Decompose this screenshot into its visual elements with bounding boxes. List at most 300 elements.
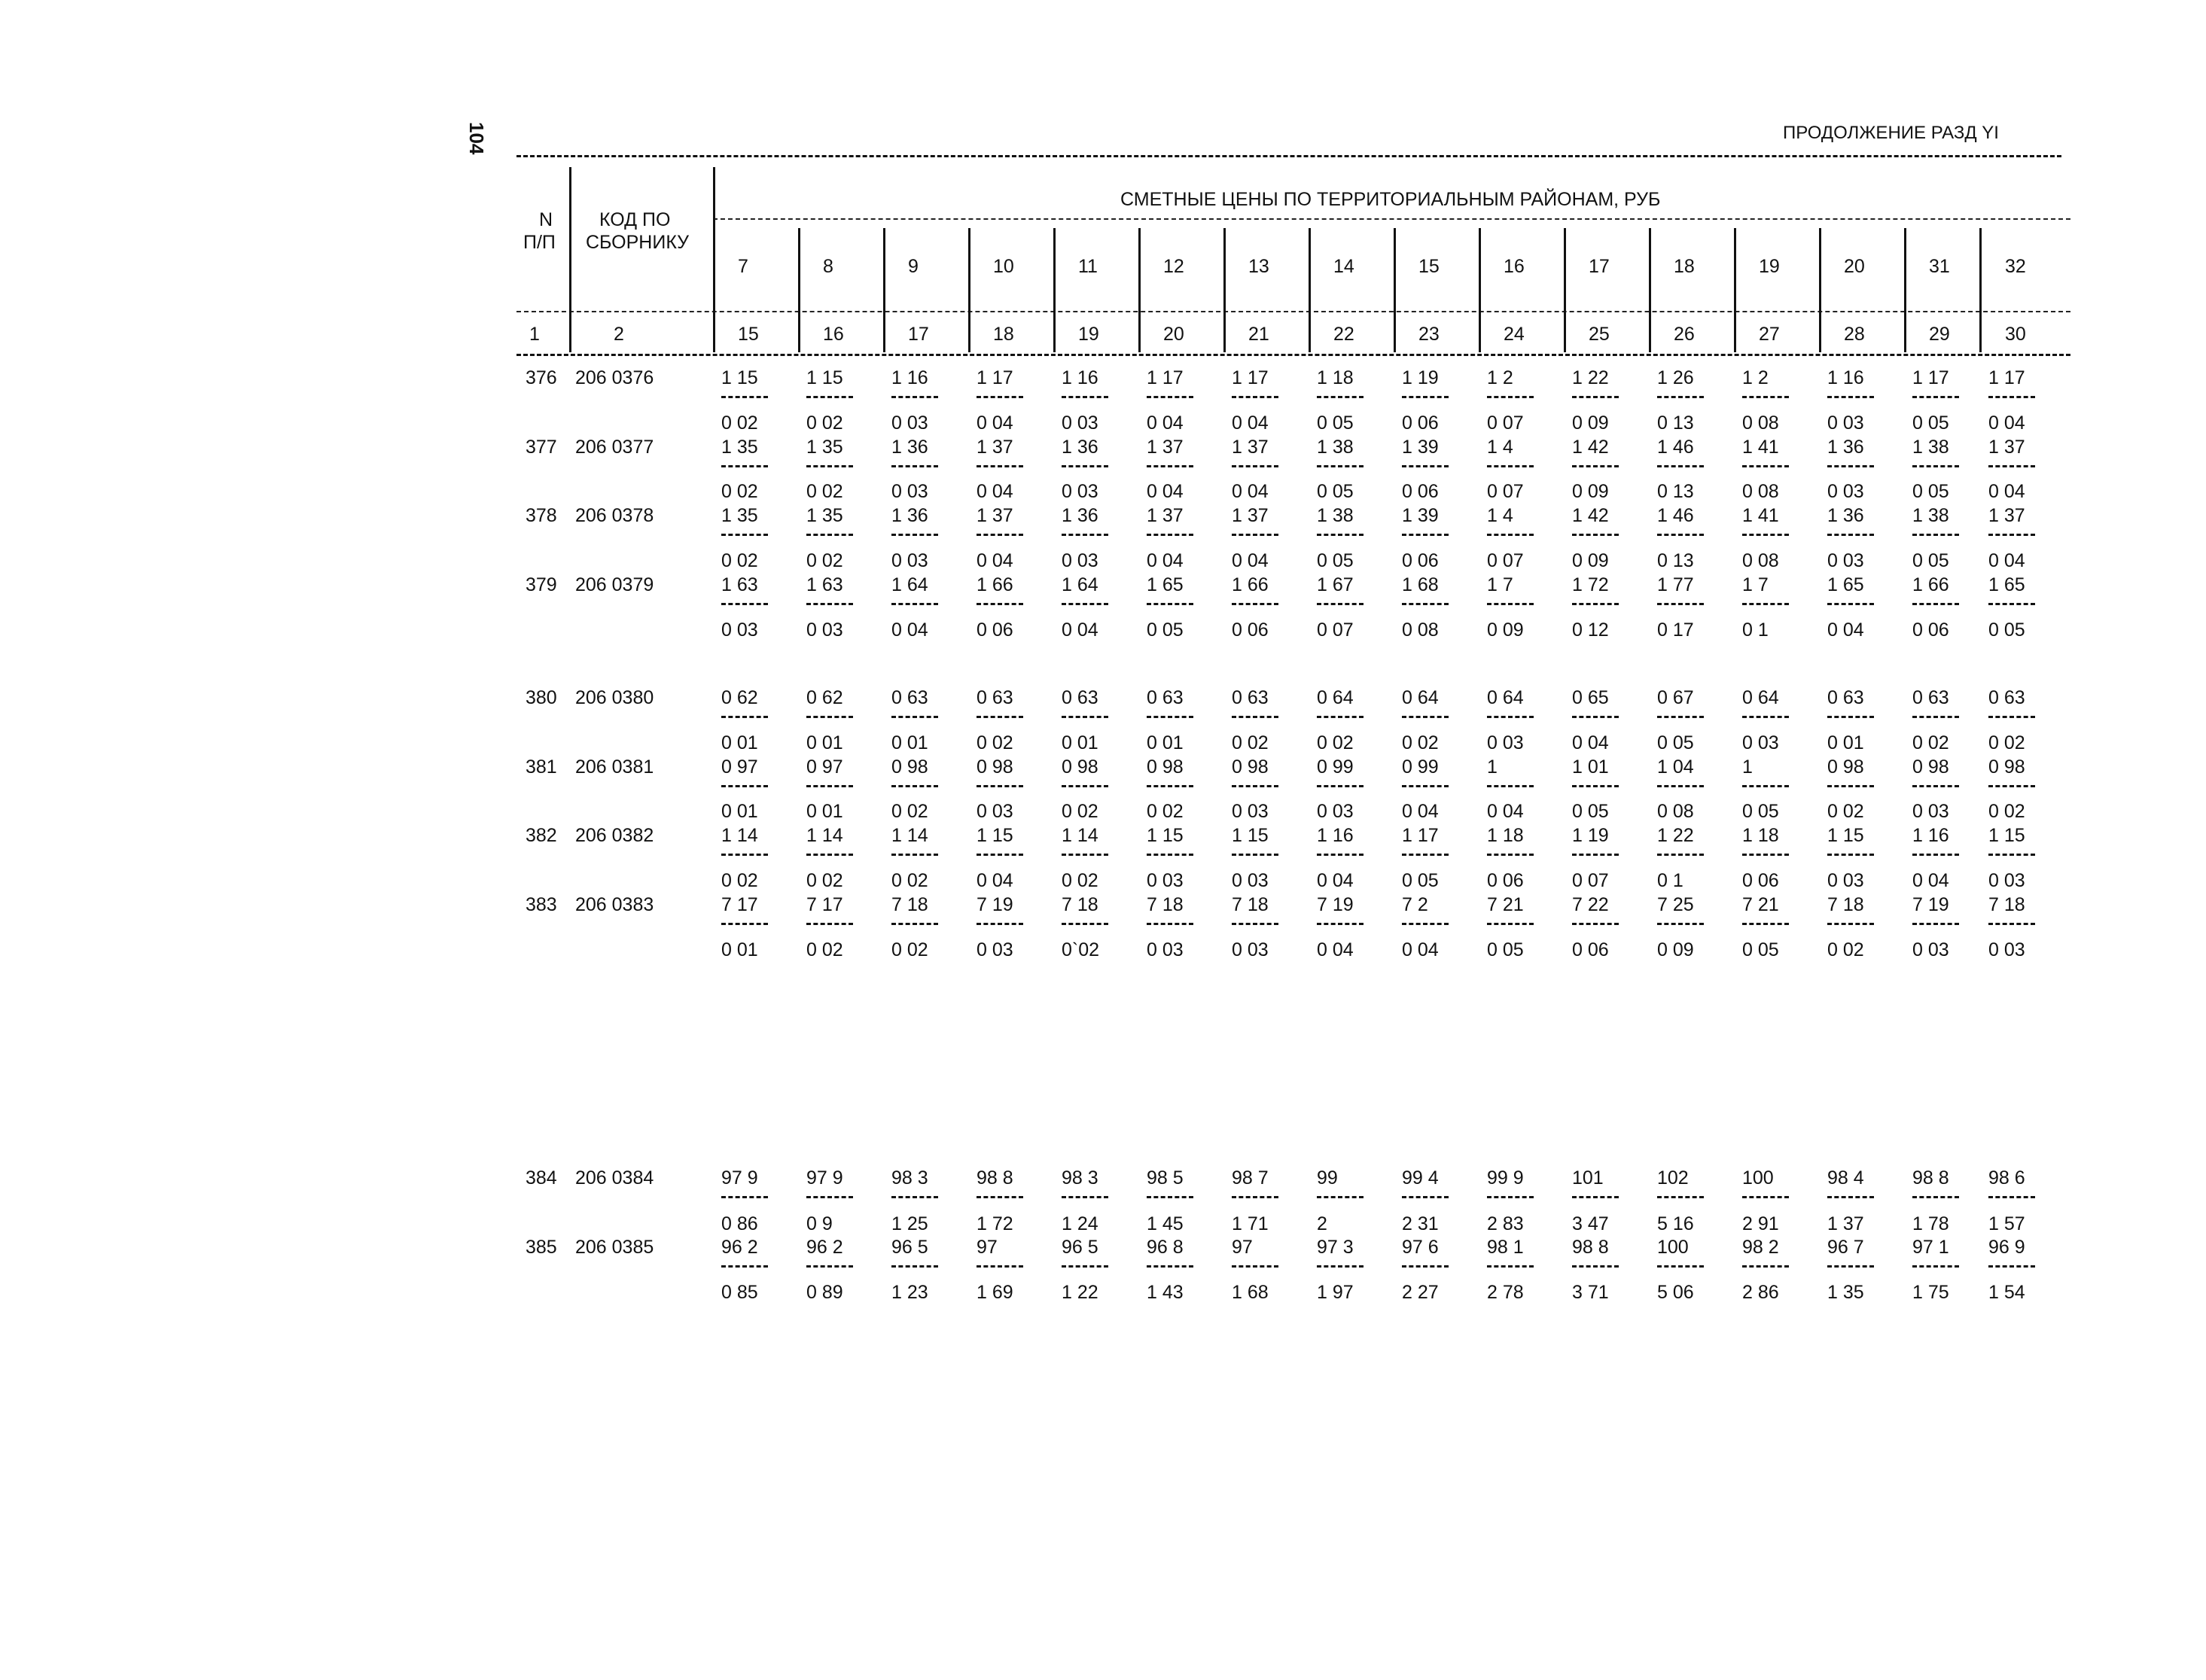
fraction-line — [1487, 854, 1534, 856]
vrule-region — [1479, 228, 1481, 352]
fraction-line — [977, 1265, 1023, 1268]
fraction-value: 0 04 — [891, 619, 928, 641]
vrule-region — [968, 228, 970, 352]
vrule-region — [1734, 228, 1736, 352]
fraction-line — [1402, 534, 1449, 536]
row-number: 378 — [526, 505, 557, 526]
fraction-line — [806, 396, 853, 398]
price-value: 1 65 — [1827, 574, 1864, 595]
fraction-line — [1062, 716, 1108, 718]
price-value: 1 01 — [1572, 756, 1609, 778]
price-value: 0 97 — [806, 756, 843, 778]
fraction-line — [721, 923, 768, 925]
price-value: 96 2 — [721, 1237, 758, 1258]
price-value: 99 9 — [1487, 1167, 1524, 1188]
fraction-value: 0 04 — [1402, 801, 1439, 822]
price-value: 7 22 — [1572, 894, 1609, 915]
fraction-value: 0 06 — [1402, 481, 1439, 502]
fraction-line — [806, 603, 853, 605]
price-value: 101 — [1572, 1167, 1604, 1188]
col-index-code: 2 — [614, 324, 624, 345]
fraction-line — [721, 785, 768, 787]
price-value: 1 35 — [721, 505, 758, 526]
price-value: 1 17 — [977, 367, 1013, 388]
fraction-value: 0 04 — [977, 550, 1013, 571]
fraction-line — [1147, 465, 1193, 467]
price-value: 1 38 — [1912, 505, 1949, 526]
price-value: 7 18 — [1988, 894, 2025, 915]
row-code: 206 0382 — [575, 825, 654, 846]
price-value: 1 — [1487, 756, 1498, 778]
price-value: 7 21 — [1487, 894, 1524, 915]
price-value: 97 6 — [1402, 1237, 1439, 1258]
price-value: 97 9 — [806, 1167, 843, 1188]
price-value: 1 16 — [1062, 367, 1098, 388]
fraction-value: 0 02 — [1062, 801, 1098, 822]
fraction-value: 0 09 — [1572, 481, 1609, 502]
price-value: 1 19 — [1402, 367, 1439, 388]
price-value: 0 63 — [1147, 687, 1184, 708]
region-header: 32 — [2005, 256, 2026, 277]
fraction-line — [1147, 534, 1193, 536]
price-value: 7 18 — [1147, 894, 1184, 915]
fraction-value: 0 06 — [1572, 939, 1609, 960]
fraction-value: 0 05 — [1147, 619, 1184, 641]
price-value: 1 14 — [891, 825, 928, 846]
price-value: 1 67 — [1317, 574, 1354, 595]
price-value: 99 — [1317, 1167, 1338, 1188]
fraction-value: 0 08 — [1402, 619, 1439, 641]
fraction-line — [1912, 785, 1959, 787]
fraction-value: 0 06 — [1487, 870, 1524, 891]
column-index: 27 — [1759, 324, 1780, 345]
fraction-line — [1742, 603, 1789, 605]
price-value: 0 63 — [1232, 687, 1269, 708]
fraction-value: 0 08 — [1657, 801, 1694, 822]
fraction-value: 0 03 — [1827, 550, 1864, 571]
fraction-value: 2 78 — [1487, 1282, 1524, 1303]
price-value: 98 1 — [1487, 1237, 1524, 1258]
fraction-line — [1912, 854, 1959, 856]
price-value: 96 5 — [1062, 1237, 1098, 1258]
fraction-value: 0 08 — [1742, 550, 1779, 571]
price-value: 1 65 — [1988, 574, 2025, 595]
column-index: 15 — [738, 324, 759, 345]
fraction-line — [1317, 716, 1364, 718]
fraction-line — [1232, 923, 1278, 925]
price-value: 1 37 — [1232, 505, 1269, 526]
fraction-value: 0 17 — [1657, 619, 1694, 641]
price-value: 7 17 — [806, 894, 843, 915]
fraction-value: 0 9 — [806, 1213, 833, 1234]
price-value: 0 67 — [1657, 687, 1694, 708]
fraction-line — [1232, 854, 1278, 856]
fraction-value: 0 03 — [891, 550, 928, 571]
price-value: 1 39 — [1402, 437, 1439, 458]
fraction-value: 1 54 — [1988, 1282, 2025, 1303]
vrule-region — [1053, 228, 1056, 352]
column-index: 17 — [908, 324, 929, 345]
fraction-value: 0 05 — [1402, 870, 1439, 891]
region-header: 18 — [1674, 256, 1695, 277]
rule-prices-title — [713, 218, 2070, 220]
price-value: 1 77 — [1657, 574, 1694, 595]
price-value: 1 36 — [891, 437, 928, 458]
fraction-line — [1317, 603, 1364, 605]
price-value: 1 35 — [806, 437, 843, 458]
price-value: 0 98 — [1912, 756, 1949, 778]
fraction-line — [1572, 785, 1619, 787]
fraction-value: 0 1 — [1742, 619, 1769, 641]
fraction-value: 0 07 — [1487, 412, 1524, 434]
fraction-line — [1657, 465, 1704, 467]
region-header: 13 — [1248, 256, 1269, 277]
fraction-value: 0 02 — [891, 801, 928, 822]
price-value: 0 64 — [1317, 687, 1354, 708]
price-value: 97 3 — [1317, 1237, 1354, 1258]
column-index: 23 — [1418, 324, 1440, 345]
fraction-value: 0 05 — [1317, 412, 1354, 434]
fraction-line — [1827, 1196, 1874, 1198]
price-value: 0 98 — [1827, 756, 1864, 778]
fraction-line — [1317, 1196, 1364, 1198]
fraction-value: 0 02 — [1147, 801, 1184, 822]
fraction-value: 0 04 — [1317, 870, 1354, 891]
price-value: 1 63 — [806, 574, 843, 595]
fraction-line — [891, 854, 938, 856]
price-value: 1 7 — [1742, 574, 1769, 595]
fraction-value: 0 03 — [1232, 870, 1269, 891]
vrule-region — [1819, 228, 1821, 352]
price-value: 0 62 — [806, 687, 843, 708]
fraction-value: 0 04 — [977, 870, 1013, 891]
fraction-value: 0 06 — [977, 619, 1013, 641]
fraction-line — [1657, 534, 1704, 536]
row-number: 383 — [526, 894, 557, 915]
fraction-line — [721, 534, 768, 536]
fraction-value: 0 09 — [1572, 550, 1609, 571]
fraction-line — [1657, 603, 1704, 605]
column-index: 16 — [823, 324, 844, 345]
price-value: 1 39 — [1402, 505, 1439, 526]
vrule-num — [569, 167, 571, 352]
column-index: 29 — [1929, 324, 1950, 345]
region-header: 7 — [738, 256, 748, 277]
price-value: 1 2 — [1742, 367, 1769, 388]
fraction-line — [1742, 1265, 1789, 1268]
fraction-value: 0 13 — [1657, 481, 1694, 502]
price-value: 1 38 — [1912, 437, 1949, 458]
fraction-value: 0 12 — [1572, 619, 1609, 641]
price-value: 1 36 — [1062, 437, 1098, 458]
fraction-value: 0 09 — [1657, 939, 1694, 960]
price-value: 1 17 — [1147, 367, 1184, 388]
fraction-line — [1232, 1196, 1278, 1198]
vrule-region — [1223, 228, 1226, 352]
fraction-value: 0 03 — [977, 939, 1013, 960]
vrule-region — [1564, 228, 1566, 352]
rule-top — [516, 155, 2061, 157]
fraction-line — [977, 854, 1023, 856]
fraction-line — [891, 603, 938, 605]
price-value: 1 37 — [1988, 437, 2025, 458]
fraction-line — [891, 1196, 938, 1198]
fraction-line — [806, 923, 853, 925]
row-code: 206 0385 — [575, 1237, 654, 1258]
fraction-line — [1988, 923, 2035, 925]
price-value: 1 — [1742, 756, 1753, 778]
price-value: 96 2 — [806, 1237, 843, 1258]
fraction-value: 0 02 — [977, 732, 1013, 753]
fraction-value: 3 71 — [1572, 1282, 1609, 1303]
row-number: 377 — [526, 437, 557, 458]
fraction-value: 0 02 — [1827, 801, 1864, 822]
fraction-value: 0 04 — [1317, 939, 1354, 960]
price-value: 0 64 — [1402, 687, 1439, 708]
fraction-value: 0 06 — [1912, 619, 1949, 641]
region-header: 11 — [1078, 256, 1098, 277]
fraction-value: 0 03 — [1232, 801, 1269, 822]
price-value: 1 04 — [1657, 756, 1694, 778]
fraction-line — [1147, 1265, 1193, 1268]
fraction-line — [1742, 923, 1789, 925]
price-value: 0 99 — [1317, 756, 1354, 778]
price-value: 98 5 — [1147, 1167, 1184, 1188]
fraction-line — [806, 854, 853, 856]
fraction-value: 0 05 — [1742, 939, 1779, 960]
fraction-line — [1912, 1196, 1959, 1198]
row-code: 206 0380 — [575, 687, 654, 708]
fraction-line — [1827, 854, 1874, 856]
fraction-value: 0 01 — [1827, 732, 1864, 753]
row-code: 206 0379 — [575, 574, 654, 595]
fraction-value: 0 04 — [1402, 939, 1439, 960]
fraction-value: 0 05 — [1988, 619, 2025, 641]
fraction-line — [1572, 923, 1619, 925]
fraction-line — [891, 923, 938, 925]
fraction-line — [1657, 396, 1704, 398]
price-value: 1 4 — [1487, 437, 1513, 458]
fraction-line — [1487, 465, 1534, 467]
row-code: 206 0376 — [575, 367, 654, 388]
price-value: 1 41 — [1742, 505, 1779, 526]
fraction-value: 0 03 — [1827, 481, 1864, 502]
price-value: 1 15 — [1232, 825, 1269, 846]
column-index: 21 — [1248, 324, 1269, 345]
price-value: 0 63 — [977, 687, 1013, 708]
price-value: 96 8 — [1147, 1237, 1184, 1258]
fraction-value: 0 04 — [1147, 481, 1184, 502]
col-num-label-2: П/П — [523, 232, 556, 253]
fraction-line — [1572, 1196, 1619, 1198]
fraction-line — [891, 465, 938, 467]
price-value: 1 41 — [1742, 437, 1779, 458]
fraction-value: 5 06 — [1657, 1282, 1694, 1303]
fraction-value: 0 86 — [721, 1213, 758, 1234]
fraction-line — [1232, 534, 1278, 536]
fraction-value: 0 04 — [1912, 870, 1949, 891]
region-header: 14 — [1333, 256, 1354, 277]
price-value: 1 26 — [1657, 367, 1694, 388]
fraction-value: 0 13 — [1657, 550, 1694, 571]
price-value: 96 9 — [1988, 1237, 2025, 1258]
fraction-value: 1 23 — [891, 1282, 928, 1303]
fraction-value: 0 03 — [1317, 801, 1354, 822]
fraction-value: 1 68 — [1232, 1282, 1269, 1303]
fraction-value: 1 75 — [1912, 1282, 1949, 1303]
price-value: 0 98 — [1988, 756, 2025, 778]
price-value: 0 99 — [1402, 756, 1439, 778]
price-value: 0 98 — [977, 756, 1013, 778]
fraction-line — [806, 534, 853, 536]
fraction-line — [721, 465, 768, 467]
fraction-line — [1657, 785, 1704, 787]
price-value: 98 4 — [1827, 1167, 1864, 1188]
column-index: 30 — [2005, 324, 2026, 345]
fraction-value: 0 02 — [1988, 732, 2025, 753]
price-value: 1 18 — [1317, 367, 1354, 388]
rule-index-bottom — [516, 354, 2070, 356]
vrule-region — [1979, 228, 1982, 352]
price-value: 1 18 — [1487, 825, 1524, 846]
fraction-line — [1402, 716, 1449, 718]
fraction-line — [1147, 396, 1193, 398]
price-value: 98 3 — [891, 1167, 928, 1188]
fraction-value: 0 08 — [1742, 412, 1779, 434]
vrule-region — [798, 228, 800, 352]
fraction-value: 0 04 — [1988, 481, 2025, 502]
fraction-value: 2 27 — [1402, 1282, 1439, 1303]
price-value: 7 19 — [1317, 894, 1354, 915]
price-value: 1 36 — [891, 505, 928, 526]
fraction-value: 0 07 — [1487, 550, 1524, 571]
price-value: 1 14 — [1062, 825, 1098, 846]
row-code: 206 0378 — [575, 505, 654, 526]
fraction-value: 0 02 — [1317, 732, 1354, 753]
fraction-line — [1988, 854, 2035, 856]
price-value: 1 16 — [1912, 825, 1949, 846]
vrule-region — [1309, 228, 1311, 352]
price-value: 0 62 — [721, 687, 758, 708]
region-header: 8 — [823, 256, 833, 277]
fraction-line — [1742, 465, 1789, 467]
fraction-value: 0 01 — [806, 801, 843, 822]
price-value: 1 46 — [1657, 437, 1694, 458]
price-value: 1 15 — [721, 367, 758, 388]
fraction-line — [806, 716, 853, 718]
price-value: 1 37 — [1147, 437, 1184, 458]
fraction-line — [1147, 854, 1193, 856]
fraction-line — [721, 854, 768, 856]
fraction-value: 0 03 — [1988, 939, 2025, 960]
fraction-line — [1572, 716, 1619, 718]
fraction-line — [1232, 1265, 1278, 1268]
fraction-value: 0 04 — [1062, 619, 1098, 641]
column-index: 20 — [1163, 324, 1184, 345]
price-value: 1 37 — [1988, 505, 2025, 526]
price-value: 1 38 — [1317, 437, 1354, 458]
price-value: 98 7 — [1232, 1167, 1269, 1188]
fraction-value: 0 02 — [806, 550, 843, 571]
vrule-region — [1649, 228, 1651, 352]
fraction-line — [1988, 1196, 2035, 1198]
price-value: 1 18 — [1742, 825, 1779, 846]
fraction-line — [1317, 534, 1364, 536]
fraction-value: 0 03 — [891, 481, 928, 502]
fraction-value: 0 06 — [1402, 550, 1439, 571]
price-value: 100 — [1657, 1237, 1689, 1258]
row-code: 206 0381 — [575, 756, 654, 778]
col-index-num: 1 — [529, 324, 540, 345]
row-code: 206 0383 — [575, 894, 654, 915]
fraction-line — [1912, 716, 1959, 718]
price-value: 0 98 — [891, 756, 928, 778]
fraction-value: 0 01 — [891, 732, 928, 753]
rule-header-sep — [516, 311, 2070, 312]
fraction-line — [977, 716, 1023, 718]
fraction-value: 0 04 — [977, 481, 1013, 502]
price-value: 7 18 — [1062, 894, 1098, 915]
price-value: 97 9 — [721, 1167, 758, 1188]
fraction-line — [1147, 603, 1193, 605]
price-value: 7 19 — [977, 894, 1013, 915]
price-value: 98 8 — [1572, 1237, 1609, 1258]
fraction-value: 0 05 — [1912, 550, 1949, 571]
column-index: 24 — [1504, 324, 1525, 345]
fraction-line — [977, 534, 1023, 536]
fraction-line — [806, 465, 853, 467]
region-header: 17 — [1589, 256, 1610, 277]
fraction-line — [1988, 785, 2035, 787]
fraction-value: 0 05 — [1572, 801, 1609, 822]
fraction-value: 0 01 — [1147, 732, 1184, 753]
fraction-line — [1827, 465, 1874, 467]
fraction-value: 1 57 — [1988, 1213, 2025, 1234]
price-value: 1 66 — [1912, 574, 1949, 595]
continuation-title: ПРОДОЛЖЕНИЕ РАЗД YI — [1783, 123, 1999, 143]
fraction-line — [1147, 716, 1193, 718]
fraction-line — [1487, 923, 1534, 925]
fraction-line — [977, 603, 1023, 605]
region-header: 15 — [1418, 256, 1440, 277]
fraction-value: 0 01 — [721, 801, 758, 822]
prices-title: СМЕТНЫЕ ЦЕНЫ ПО ТЕРРИТОРИАЛЬНЫМ РАЙОНАМ, РУБ — [1120, 189, 1661, 210]
column-index: 26 — [1674, 324, 1695, 345]
price-value: 1 19 — [1572, 825, 1609, 846]
fraction-value: 0 03 — [1147, 870, 1184, 891]
price-value: 7 25 — [1657, 894, 1694, 915]
fraction-line — [1912, 534, 1959, 536]
fraction-line — [977, 785, 1023, 787]
fraction-value: 0 89 — [806, 1282, 843, 1303]
fraction-value: 1 78 — [1912, 1213, 1949, 1234]
row-code: 206 0384 — [575, 1167, 654, 1188]
price-value: 1 35 — [721, 437, 758, 458]
fraction-value: 3 47 — [1572, 1213, 1609, 1234]
region-header: 31 — [1929, 256, 1950, 277]
fraction-line — [1062, 854, 1108, 856]
fraction-line — [1827, 716, 1874, 718]
fraction-line — [1317, 854, 1364, 856]
price-value: 1 16 — [1317, 825, 1354, 846]
price-value: 1 37 — [977, 437, 1013, 458]
price-value: 1 46 — [1657, 505, 1694, 526]
fraction-line — [721, 603, 768, 605]
price-value: 1 17 — [1912, 367, 1949, 388]
fraction-value: 0 02 — [806, 870, 843, 891]
price-value: 1 35 — [806, 505, 843, 526]
row-number: 376 — [526, 367, 557, 388]
